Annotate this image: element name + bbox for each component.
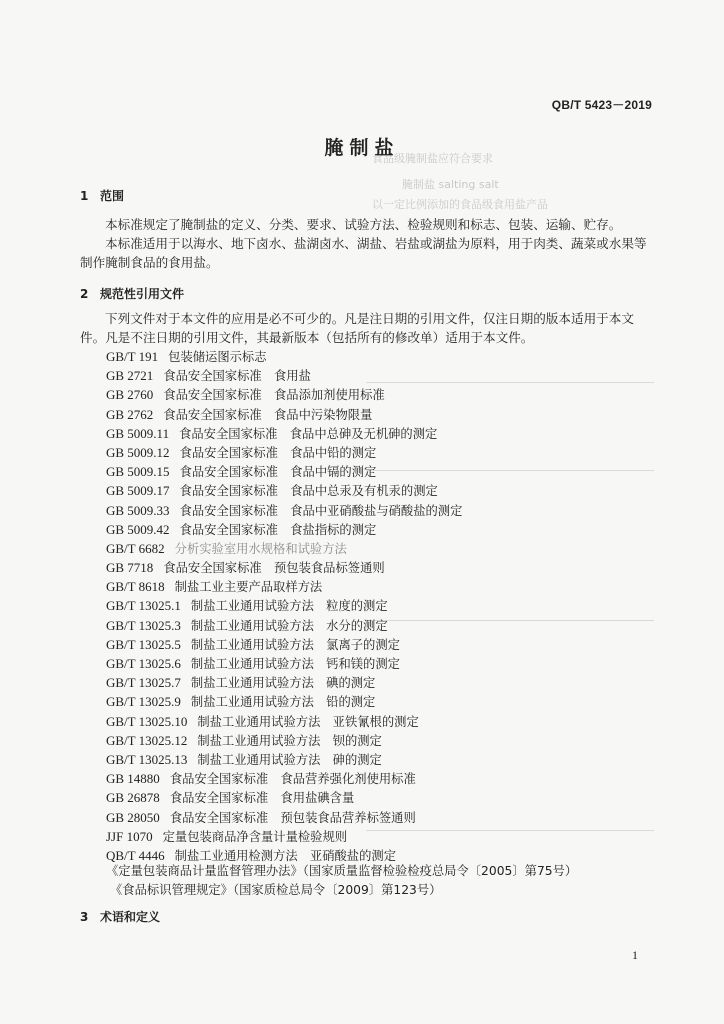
reference-item <box>106 808 462 827</box>
reference-item <box>106 501 462 520</box>
reference-item <box>106 769 462 788</box>
reference-title: 食品安全国家标准 食用盐 <box>163 369 311 384</box>
reference-item <box>106 558 462 577</box>
reference-code: GB/T 13025.5 <box>106 636 181 652</box>
section-heading-3 <box>80 908 160 925</box>
reference-title: 食品安全国家标准 食盐指标的测定 <box>179 522 377 537</box>
section-title: 规范性引用文件 <box>100 287 185 301</box>
section-heading-2 <box>80 285 184 302</box>
reference-code: QB/T 4446 <box>106 847 165 863</box>
page-number: 1 <box>632 948 638 962</box>
reference-item <box>106 347 462 366</box>
reference-title: 食品安全国家标准 食品中总汞及有机汞的测定 <box>179 484 438 499</box>
reference-item <box>106 481 462 500</box>
reference-title: 包装储运图示标志 <box>168 350 267 364</box>
reference-item <box>106 827 462 846</box>
reference-title: 食品安全国家标准 食品中亚硝酸盐与硝酸盐的测定 <box>179 503 463 518</box>
reference-item <box>106 788 462 807</box>
reference-code: GB 5009.12 <box>106 444 170 460</box>
reference-title: 制盐工业通用试验方法 氯离子的测定 <box>190 637 400 652</box>
section-paragraph: 下列文件对于本文件的应用是必不可少的。凡是注日期的引用文件，仅注日期的版本适用于本文件。凡是不注日期的引用文件，其最新版本（包括所有的修改单）适用于本文件。 <box>80 311 634 345</box>
reference-code: GB/T 13025.13 <box>106 751 188 767</box>
reference-item <box>106 520 462 539</box>
reference-code: GB 5009.42 <box>106 521 170 537</box>
standard-code: QB/T 5423－2019 <box>551 98 652 112</box>
section-paragraph: 本标准规定了腌制盐的定义、分类、要求、试验方法、检验规则和标志、包装、运输、贮存。 <box>105 217 622 232</box>
reference-item <box>106 424 462 443</box>
reference-code: GB 2760 <box>106 387 154 403</box>
reference-code: GB/T 13025.6 <box>106 656 181 671</box>
reference-item <box>106 405 462 424</box>
reference-code: GB 28050 <box>106 809 160 825</box>
reference-title: 食品安全国家标准 食品中总砷及无机砷的测定 <box>179 426 438 441</box>
section-number: 3 <box>80 910 89 924</box>
reference-title: 食品安全国家标准 食品营养强化剂使用标准 <box>169 772 416 787</box>
reference-title: 食品安全国家标准 食品添加剂使用标准 <box>163 388 385 403</box>
reference-code: GB 7718 <box>106 560 154 576</box>
reference-item <box>106 712 462 731</box>
reference-code: GB 2721 <box>106 368 154 384</box>
reference-title: 制盐工业通用试验方法 粒度的测定 <box>190 599 388 614</box>
reference-code: GB/T 13025.3 <box>106 617 181 633</box>
normative-reference-list <box>106 347 462 865</box>
reference-code: GB 14880 <box>106 771 160 787</box>
reference-code: GB 5009.11 <box>106 425 170 441</box>
reference-item <box>106 692 462 711</box>
reference-code: JJF 1070 <box>106 828 153 844</box>
reference-title: 制盐工业通用检测方法 亚硝酸盐的测定 <box>174 848 396 863</box>
reference-item <box>106 750 462 769</box>
reference-title: 食品安全国家标准 食品中镉的测定 <box>179 465 377 480</box>
reference-title: 制盐工业通用试验方法 砷的测定 <box>197 752 382 767</box>
reference-item <box>106 731 462 750</box>
regulation-item: 《定量包装商品计量监督管理办法》（国家质量监督检验检疫总局令〔2005〕第75号） <box>106 864 578 878</box>
reference-title: 食品安全国家标准 食品中铅的测定 <box>179 445 377 460</box>
reference-code: GB/T 13025.1 <box>106 598 181 614</box>
reference-item <box>106 385 462 404</box>
reference-code: GB/T 13025.12 <box>106 732 188 748</box>
section-heading-1 <box>80 187 124 204</box>
reference-code: GB/T 191 <box>106 349 159 364</box>
reference-item <box>106 539 462 558</box>
reference-code: GB 2762 <box>106 406 154 422</box>
reference-code: GB 5009.15 <box>106 464 170 480</box>
reference-item <box>106 443 462 462</box>
section-number: 2 <box>80 287 89 301</box>
reference-item <box>106 673 462 692</box>
reference-code: GB/T 13025.10 <box>106 713 188 729</box>
reference-title: 制盐工业主要产品取样方法 <box>174 580 323 595</box>
section-number: 1 <box>80 189 89 203</box>
reference-item <box>106 366 462 385</box>
reference-code: GB/T 13025.7 <box>106 675 181 691</box>
reference-title: 制盐工业通用试验方法 铅的测定 <box>190 695 376 710</box>
reference-title: 食品安全国家标准 食用盐碘含量 <box>169 791 355 806</box>
reference-code: GB 5009.17 <box>106 483 170 499</box>
show-through-text: 食品级腌制盐应符合要求 <box>372 152 493 165</box>
section-title: 术语和定义 <box>100 910 161 924</box>
reference-item <box>106 654 462 673</box>
reference-title: 制盐工业通用试验方法 钡的测定 <box>197 733 382 748</box>
regulation-item: 《食品标识管理规定》（国家质检总局令〔2009〕第123号） <box>110 883 442 898</box>
reference-title: 食品安全国家标准 预包装食品标签通则 <box>163 561 385 576</box>
reference-title: 定量包装商品净含量计量检验规则 <box>162 829 348 844</box>
show-through-text: 以一定比例添加的食品级食用盐产品 <box>372 198 548 211</box>
section-title: 范围 <box>100 189 125 203</box>
document-title: 腌制盐 <box>324 137 400 159</box>
reference-title: 分析实验室用水规格和试验方法 <box>174 541 347 556</box>
reference-code: GB/T 8618 <box>106 579 165 595</box>
reference-item <box>106 596 462 615</box>
reference-item <box>106 616 462 635</box>
reference-code: GB/T 13025.9 <box>106 694 181 710</box>
reference-title: 食品安全国家标准 食品中污染物限量 <box>163 407 373 422</box>
reference-item <box>106 462 462 481</box>
reference-title: 制盐工业通用试验方法 水分的测定 <box>190 618 388 633</box>
reference-code: GB 26878 <box>106 790 160 806</box>
reference-code: GB 5009.33 <box>106 502 170 518</box>
section-paragraph: 本标准适用于以海水、地下卤水、盐湖卤水、湖盐、岩盐或湖盐为原料，用于肉类、蔬菜或水果等制作腌制食品的食用盐。 <box>80 236 647 270</box>
regulation-list <box>106 862 577 900</box>
reference-item <box>106 577 462 596</box>
reference-item <box>106 635 462 654</box>
reference-title: 食品安全国家标准 预包装食品营养标签通则 <box>169 810 416 825</box>
show-through-text: 腌制盐 salting salt <box>402 178 499 191</box>
reference-title: 制盐工业通用试验方法 亚铁氰根的测定 <box>197 714 419 729</box>
reference-title: 制盐工业通用试验方法 碘的测定 <box>190 676 376 691</box>
reference-code: GB/T 6682 <box>106 540 165 556</box>
reference-title: 制盐工业通用试验方法 钙和镁的测定 <box>190 657 400 671</box>
